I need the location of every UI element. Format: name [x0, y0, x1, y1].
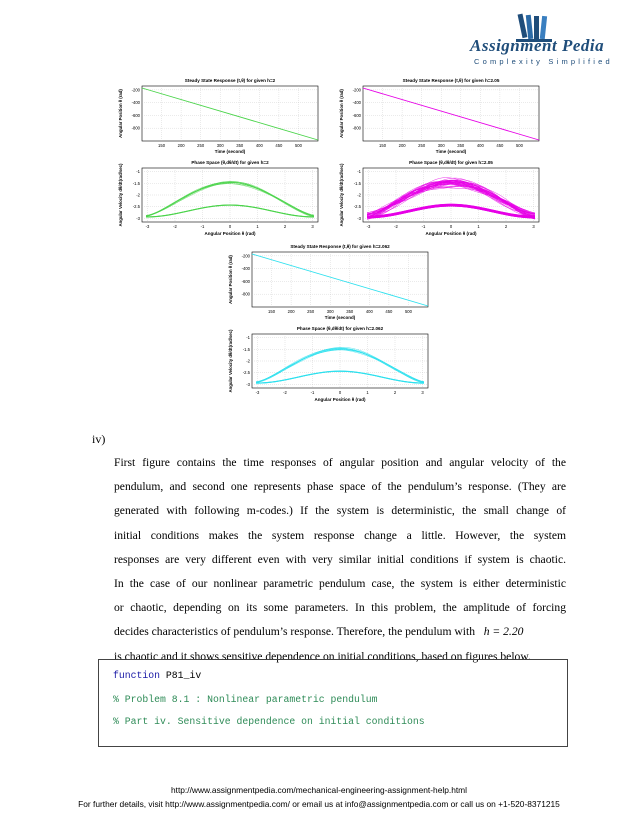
time-y-tick-label: -600	[131, 112, 140, 118]
time-y-tick-label: -600	[241, 278, 250, 284]
paragraph-line: or chaotic, depending on its some parameters. In this problem, the amplitude of forcing	[114, 601, 566, 615]
footer-url[interactable]: http://www.assignmentpedia.com/mechanical-engineering-assignment-help.html	[170, 785, 468, 795]
time-y-tick-label: -400	[241, 266, 250, 272]
footer-contact: For further details, visit http://www.assignmentpedia.com/ or email us at info@assignmentpedia.com or call us on +1-520-8371215	[78, 799, 560, 809]
phase-x-tick-label: -3	[145, 224, 150, 229]
paragraph-line: In the case of our nonlinear parametric pendulum case, the system is either deterministic	[114, 577, 566, 591]
phase-y-tick-label: -1.5	[353, 180, 361, 186]
phase-x-axis-label: Angular Position θ (rad)	[314, 397, 366, 402]
time-y-tick-label: -200	[241, 253, 250, 259]
section-label: iv)	[92, 432, 106, 446]
time-plot-frame	[142, 86, 318, 141]
phase-x-tick-label: 0	[338, 390, 342, 395]
paragraph-line: pendulum, and second one represents phase space of the pendulum’s response. (They are	[114, 480, 566, 494]
paragraph-line: initial conditions makes the system response change a little. However, the system	[114, 528, 566, 542]
phase-y-tick-label: -3	[246, 381, 250, 387]
phase-y-tick-label: -1.5	[242, 346, 250, 352]
paragraph-line: is chaotic and it shows sensitive dependence on initial conditions, based on figures below.	[114, 649, 531, 663]
phase-y-axis-label: Angular Velocity dθ/dt(rad/sec)	[339, 163, 344, 227]
phase-y-tick-label: -2.5	[242, 370, 250, 376]
phase-x-axis-label: Angular Position θ (rad)	[204, 231, 256, 236]
phase-x-axis-label: Angular Position θ (rad)	[425, 231, 477, 236]
time-x-tick-label: 150	[268, 309, 276, 314]
time-y-axis-label: Angular Position θ (rad)	[228, 255, 233, 304]
phase-y-tick-label: -1.5	[132, 180, 140, 186]
phase-x-tick-label: 0	[228, 224, 232, 229]
time-x-tick-label: 250	[418, 143, 426, 148]
phase-y-tick-label: -1	[357, 169, 361, 175]
time-x-tick-label: 250	[307, 309, 315, 314]
phase-plot-title: Phase Space (θ,dθ/dt) for given h=2.05	[409, 160, 493, 165]
phase-y-tick-label: -1	[136, 169, 140, 175]
phase-x-tick-label: 3	[532, 224, 535, 229]
phase-plot-title: Phase Space (θ,dθ/dt) for given h=2	[191, 160, 269, 165]
code-keyword: function	[113, 670, 161, 681]
paragraph-line: decides characteristics of pendulum’s response. Therefore, the pendulum with	[114, 625, 476, 639]
phase-x-tick-label: 0	[449, 224, 453, 229]
phase-y-tick-label: -2	[246, 358, 250, 364]
phase-y-tick-label: -2.5	[353, 204, 361, 210]
phase-x-tick-label: -1	[200, 224, 205, 229]
time-x-tick-label: 150	[379, 143, 387, 148]
phase-x-tick-label: 1	[366, 390, 369, 395]
time-y-tick-label: -200	[131, 87, 140, 93]
phase-x-tick-label: 2	[283, 224, 287, 229]
time-x-tick-label: 400	[476, 143, 484, 148]
time-x-tick-label: 450	[275, 143, 283, 148]
time-y-tick-label: -800	[131, 125, 140, 131]
phase-y-tick-label: -3	[357, 215, 361, 221]
phase-x-tick-label: -2	[394, 224, 398, 229]
time-y-axis-label: Angular Position θ (rad)	[339, 89, 344, 138]
code-block	[98, 659, 568, 747]
figure-h2062	[218, 242, 434, 407]
time-plot-frame	[363, 86, 539, 141]
phase-x-tick-label: -2	[283, 390, 287, 395]
phase-y-axis-label: Angular Velocity dθ/dt(rad/sec)	[118, 163, 123, 227]
time-x-tick-label: 350	[346, 309, 354, 314]
code-comment: % Problem 8.1 : Nonlinear parametric pendulum	[113, 694, 378, 705]
figure-h205	[329, 76, 545, 241]
phase-plot-title: Phase Space (θ,dθ/dt) for given h=2.062	[296, 326, 384, 331]
equation-h: h = 2.20	[483, 625, 524, 639]
phase-y-axis-label: Angular Velocity dθ/dt(rad/sec)	[228, 329, 233, 393]
figure-svg	[218, 242, 434, 407]
code-comment: % Part iv. Sensitive dependence on initial conditions	[113, 716, 425, 727]
time-y-tick-label: -800	[241, 291, 250, 297]
figure-h2	[108, 76, 324, 241]
paragraph-line: responses are very different even with very similar initial conditions if system is chaotic.	[114, 552, 566, 566]
time-x-axis-label: Time (second)	[324, 315, 356, 320]
logo-name: Assignment Pedia	[470, 36, 605, 55]
time-x-tick-label: 450	[496, 143, 504, 148]
body-paragraph	[114, 451, 566, 669]
time-x-axis-label: Time (second)	[214, 149, 246, 154]
time-y-tick-label: -800	[352, 125, 361, 131]
time-y-tick-label: -400	[352, 100, 361, 106]
time-y-axis-label: Angular Position θ (rad)	[118, 89, 123, 138]
time-x-tick-label: 450	[385, 309, 393, 314]
time-y-tick-label: -400	[131, 100, 140, 106]
time-x-tick-label: 400	[255, 143, 263, 148]
time-x-tick-label: 500	[404, 309, 412, 314]
time-y-tick-label: -200	[352, 87, 361, 93]
logo-tagline: Complexity Simplified	[474, 57, 613, 66]
paragraph-line: generated with following m-codes.) If the system is deterministic, the small change of	[114, 504, 566, 518]
phase-x-tick-label: -3	[366, 224, 371, 229]
phase-x-tick-label: 2	[504, 224, 508, 229]
phase-x-tick-label: 1	[477, 224, 480, 229]
phase-x-tick-label: 2	[393, 390, 397, 395]
time-plot-title: Steady State Response (t,θ) for given h=2.05	[402, 78, 500, 83]
phase-x-tick-label: -3	[255, 390, 260, 395]
phase-y-tick-label: -2	[136, 192, 140, 198]
phase-x-tick-label: -1	[310, 390, 315, 395]
time-x-tick-label: 500	[294, 143, 302, 148]
time-x-tick-label: 200	[177, 143, 185, 148]
code-line-function	[113, 670, 201, 681]
phase-y-tick-label: -2.5	[132, 204, 140, 210]
time-y-tick-label: -600	[352, 112, 361, 118]
phase-x-tick-label: -2	[173, 224, 177, 229]
figure-svg	[108, 76, 324, 241]
time-x-tick-label: 500	[515, 143, 523, 148]
time-x-tick-label: 250	[197, 143, 205, 148]
time-x-tick-label: 300	[326, 309, 334, 314]
paragraph-line: First figure contains the time responses of angular position and angular velocity of the	[114, 456, 566, 469]
time-plot-title: Steady State Response (t,θ) for given h=2.062	[290, 244, 390, 249]
code-function-name: P81_iv	[160, 670, 202, 681]
phase-x-tick-label: 3	[311, 224, 314, 229]
time-x-tick-label: 400	[365, 309, 373, 314]
paragraph-line-with-equation	[114, 620, 566, 644]
time-x-tick-label: 150	[158, 143, 166, 148]
phase-x-tick-label: 3	[421, 390, 424, 395]
phase-x-tick-label: 1	[256, 224, 259, 229]
time-plot-title: Steady State Response (t,θ) for given h=2	[184, 78, 276, 83]
time-x-tick-label: 350	[457, 143, 465, 148]
time-x-tick-label: 300	[437, 143, 445, 148]
phase-x-tick-label: -1	[421, 224, 426, 229]
phase-y-tick-label: -3	[136, 215, 140, 221]
time-x-tick-label: 300	[216, 143, 224, 148]
time-x-axis-label: Time (second)	[435, 149, 467, 154]
time-x-tick-label: 350	[236, 143, 244, 148]
phase-y-tick-label: -1	[246, 335, 250, 341]
time-x-tick-label: 200	[398, 143, 406, 148]
time-plot-frame	[252, 252, 428, 307]
time-x-tick-label: 200	[287, 309, 295, 314]
figure-svg	[329, 76, 545, 241]
phase-y-tick-label: -2	[357, 192, 361, 198]
